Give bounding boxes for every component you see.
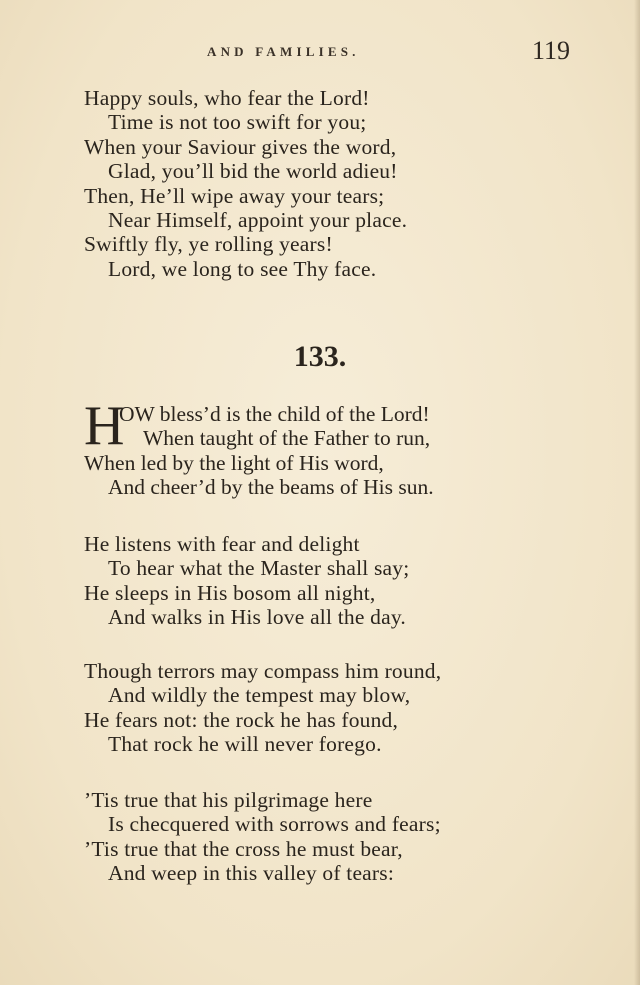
hymn-number: 133. [293,340,347,373]
verse-line: And weep in this valley of tears: [108,861,395,886]
verse-line: ’Tis true that his pilgrimage here [84,788,373,812]
verse-line: When taught of the Father to run, [143,426,431,451]
verse-line: Is checquered with sorrows and fears; [108,812,441,837]
verse-line: That rock he will never forego. [108,732,382,757]
verse-line: And wildly the tempest may blow, [108,683,411,708]
verse-line: He fears not: the rock he has found, [84,707,399,732]
verse-line: Glad, you’ll bid the world adieu! [108,159,398,184]
hymn-stanza-1 [84,395,434,500]
verse-line: He listens with fear and delight [84,532,360,556]
previous-hymn-stanza [84,86,407,281]
verse-line: Time is not too swift for you; [108,110,367,135]
running-title: AND FAMILIES. [207,44,360,59]
verse-line: OW bless’d is the child of the Lord! [119,402,430,426]
verse-line: Happy souls, who fear the Lord! [84,86,370,110]
verse-line: Near Himself, appoint your place. [108,207,408,232]
verse-line: Though terrors may compass him round, [84,659,442,683]
hymn-stanza-4 [84,788,441,886]
verse-line: Swiftly fly, ye rolling years! [84,232,333,257]
verse-line: Then, He’ll wipe away your tears; [84,183,385,208]
verse-line: Lord, we long to see Thy face. [108,256,377,281]
verse-line: When your Saviour gives the word, [84,134,397,159]
verse-line: And walks in His love all the day. [108,605,406,630]
page-edge-shadow [634,0,640,985]
verse-line: ’Tis true that the cross he must bear, [84,836,403,861]
hymn-stanza-3 [84,659,441,757]
verse-line: To hear what the Master shall say; [108,556,410,581]
running-header [0,36,640,65]
verse-line: And cheer’d by the beams of His sun. [108,475,434,500]
drop-cap: H [84,395,125,457]
verse-line: When led by the light of His word, [84,450,384,475]
page-number: 119 [532,36,571,65]
verse-line: He sleeps in His bosom all night, [84,580,376,605]
hymn-stanza-2 [84,532,409,630]
